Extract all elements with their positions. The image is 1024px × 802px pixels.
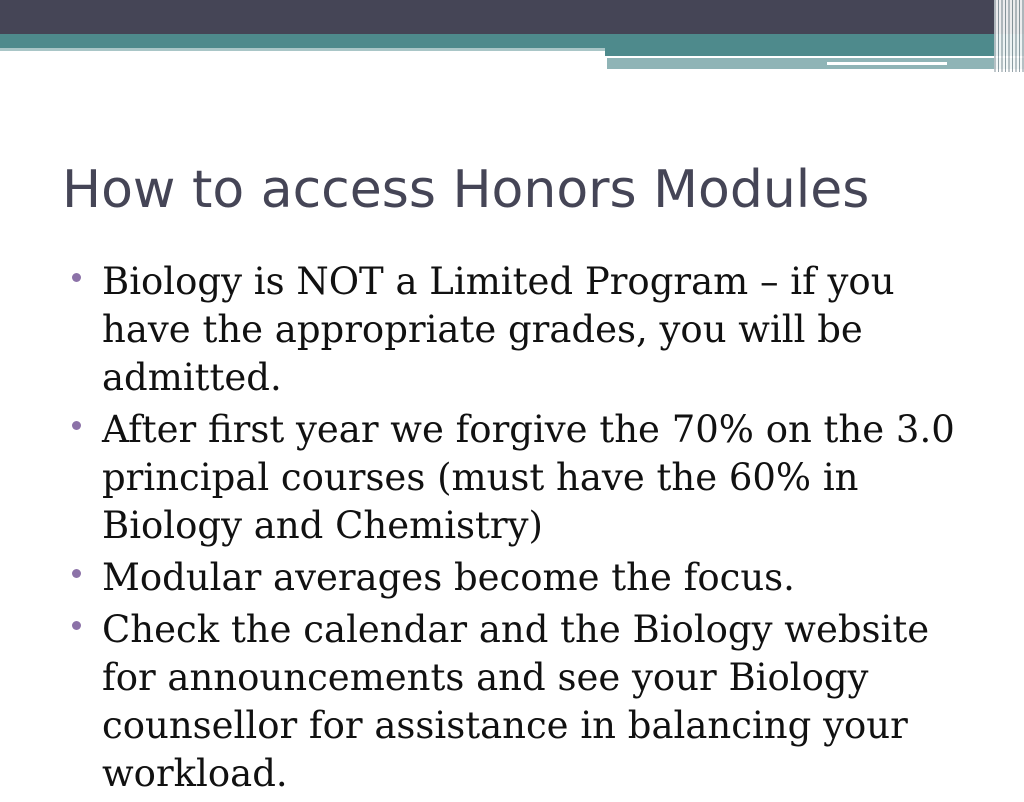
header-band-teal [0, 34, 1024, 48]
header-band-step [605, 48, 1024, 56]
bullet-marker [72, 273, 81, 282]
header-accent-line [827, 56, 947, 58]
slide-title: How to access Honors Modules [62, 160, 870, 220]
bullet-text: After first year we forgive the 70% on the 3.0 principal courses (must have the 60% in Biology and Chemistry) [102, 408, 955, 547]
bullet-marker [72, 621, 81, 630]
header-stripes [994, 0, 1024, 72]
bullet-text: Modular averages become the focus. [102, 556, 795, 599]
bullet-marker [72, 569, 81, 578]
bullet-item [72, 606, 972, 798]
bullet-item [72, 258, 972, 402]
bullet-text: Biology is NOT a Limited Program – if you have the appropriate grades, you will be admitted. [102, 260, 895, 399]
header-band-dark [0, 0, 1024, 34]
header-band-shadow [0, 48, 605, 51]
bullet-item [72, 406, 972, 550]
bullet-marker [72, 421, 81, 430]
bullet-text: Check the calendar and the Biology website for announcements and see your Biology counsellor for assistance in balancing your workload. [102, 608, 930, 795]
bullet-item [72, 554, 972, 602]
bullet-list [72, 258, 972, 802]
header-band-light [607, 58, 1024, 69]
header-accent-line-lower [827, 62, 947, 65]
